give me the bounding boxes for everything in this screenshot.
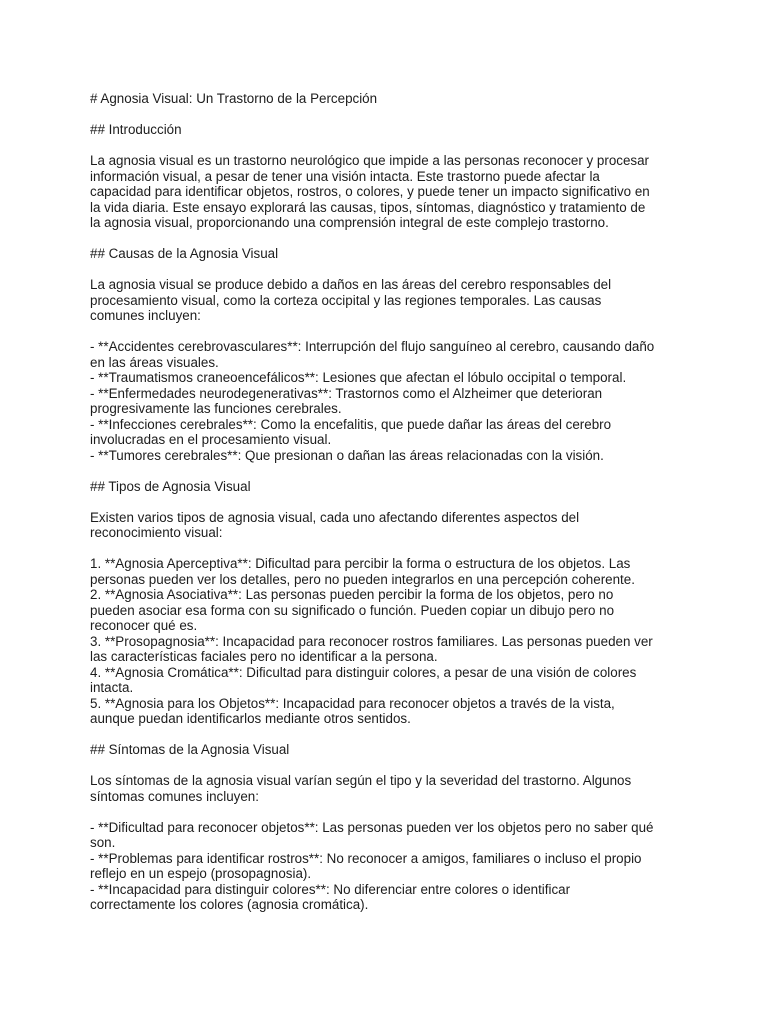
text-line: La agnosia visual se produce debido a daños en las áreas del cerebro responsables del <box>90 277 612 292</box>
heading-causas <box>90 246 690 262</box>
paragraph-causas <box>90 277 690 324</box>
text-line: Existen varios tipos de agnosia visual, cada uno afectando diferentes aspectos del <box>90 509 580 525</box>
list-item: progresivamente las funciones cerebrales. <box>90 401 342 416</box>
paragraph-tipos <box>90 510 690 541</box>
list-item: - **Tumores cerebrales**: Que presionan o dañan las áreas relacionadas con la visión. <box>90 447 604 463</box>
paragraph-introduccion <box>90 153 690 231</box>
list-item: - **Dificultad para reconocer objetos**: Las personas pueden ver los objetos pero no saber qué <box>90 819 654 835</box>
list-item: - **Accidentes cerebrovasculares**: Interrupción del flujo sanguíneo al cerebro, causando daño <box>90 339 655 354</box>
list-item: 2. **Agnosia Asociativa**: Las personas pueden percibir la forma de los objetos, pero no <box>90 587 614 602</box>
list-item: personas pueden ver los detalles, pero no pueden integrarlos en una percepción coherente. <box>90 571 635 587</box>
text-line: ## Introducción <box>90 122 182 137</box>
text-line: # Agnosia Visual: Un Trastorno de la Percepción <box>90 91 378 106</box>
list-item: 1. **Agnosia Aperceptiva**: Dificultad para percibir la forma o estructura de los objetos. Las <box>90 556 631 571</box>
text-line: ## Causas de la Agnosia Visual <box>90 246 279 261</box>
document-title <box>90 91 690 107</box>
text-line: Los síntomas de la agnosia visual varían según el tipo y la severidad del trastorno. Algunos <box>90 773 632 788</box>
paragraph-sintomas <box>90 773 690 804</box>
list-item: - **Problemas para identificar rostros**: No reconocer a amigos, familiares o incluso el propio <box>90 850 642 866</box>
list-item: reconocer qué es. <box>90 618 198 633</box>
list-item: 5. **Agnosia para los Objetos**: Incapacidad para reconocer objetos a través de la vista, <box>90 695 615 711</box>
text-line: comunes incluyen: <box>90 308 201 323</box>
text-line: síntomas comunes incluyen: <box>90 788 259 804</box>
text-line: ## Síntomas de la Agnosia Visual <box>90 742 290 757</box>
list-item: involucradas en el procesamiento visual. <box>90 432 332 447</box>
list-tipos <box>90 556 690 727</box>
list-causas <box>90 339 690 463</box>
text-line: capacidad para identificar objetos, rostros, o colores, y puede tener un impacto significativo en <box>90 184 650 199</box>
list-item: correctamente los colores (agnosia cromática). <box>90 897 369 912</box>
text-line: información visual, a pesar de tener una visión intacta. Este trastorno puede afectar la <box>90 168 600 184</box>
list-item: - **Infecciones cerebrales**: Como la encefalitis, que puede dañar las áreas del cerebro <box>90 416 612 432</box>
list-item: 3. **Prosopagnosia**: Incapacidad para reconocer rostros familiares. Las personas pueden ver <box>90 633 653 649</box>
text-line: la agnosia visual, proporcionando una comprensión integral de este complejo trastorno. <box>90 215 609 230</box>
text-line: La agnosia visual es un trastorno neurológico que impide a las personas reconocer y procesar <box>90 153 650 168</box>
list-item: son. <box>90 835 116 850</box>
text-line: la vida diaria. Este ensayo explorará las causas, tipos, síntomas, diagnóstico y tratamiento de <box>90 199 646 215</box>
document-page <box>90 91 690 928</box>
heading-tipos <box>90 479 690 495</box>
list-item: en las áreas visuales. <box>90 354 219 370</box>
list-item: las características faciales pero no identificar a la persona. <box>90 649 438 664</box>
text-line: reconocimiento visual: <box>90 525 223 540</box>
heading-introduccion <box>90 122 690 138</box>
list-item: 4. **Agnosia Cromática**: Dificultad para distinguir colores, a pesar de una visión de colores <box>90 664 637 680</box>
list-item: reflejo en un espejo (prosopagnosia). <box>90 866 312 881</box>
list-item: - **Incapacidad para distinguir colores**: No diferenciar entre colores o identificar <box>90 881 571 897</box>
list-item: - **Traumatismos craneoencefálicos**: Lesiones que afectan el lóbulo occipital o temporal. <box>90 370 627 385</box>
list-item: pueden asociar esa forma con su significado o función. Pueden copiar un dibujo pero no <box>90 602 615 618</box>
list-item: aunque puedan identificarlos mediante otros sentidos. <box>90 711 411 726</box>
text-line: ## Tipos de Agnosia Visual <box>90 478 251 494</box>
text-line: procesamiento visual, como la corteza occipital y las regiones temporales. Las causas <box>90 292 602 308</box>
list-item: - **Enfermedades neurodegenerativas**: Trastornos como el Alzheimer que deterioran <box>90 385 603 401</box>
heading-sintomas <box>90 742 690 758</box>
list-sintomas <box>90 820 690 913</box>
list-item: intacta. <box>90 680 134 695</box>
